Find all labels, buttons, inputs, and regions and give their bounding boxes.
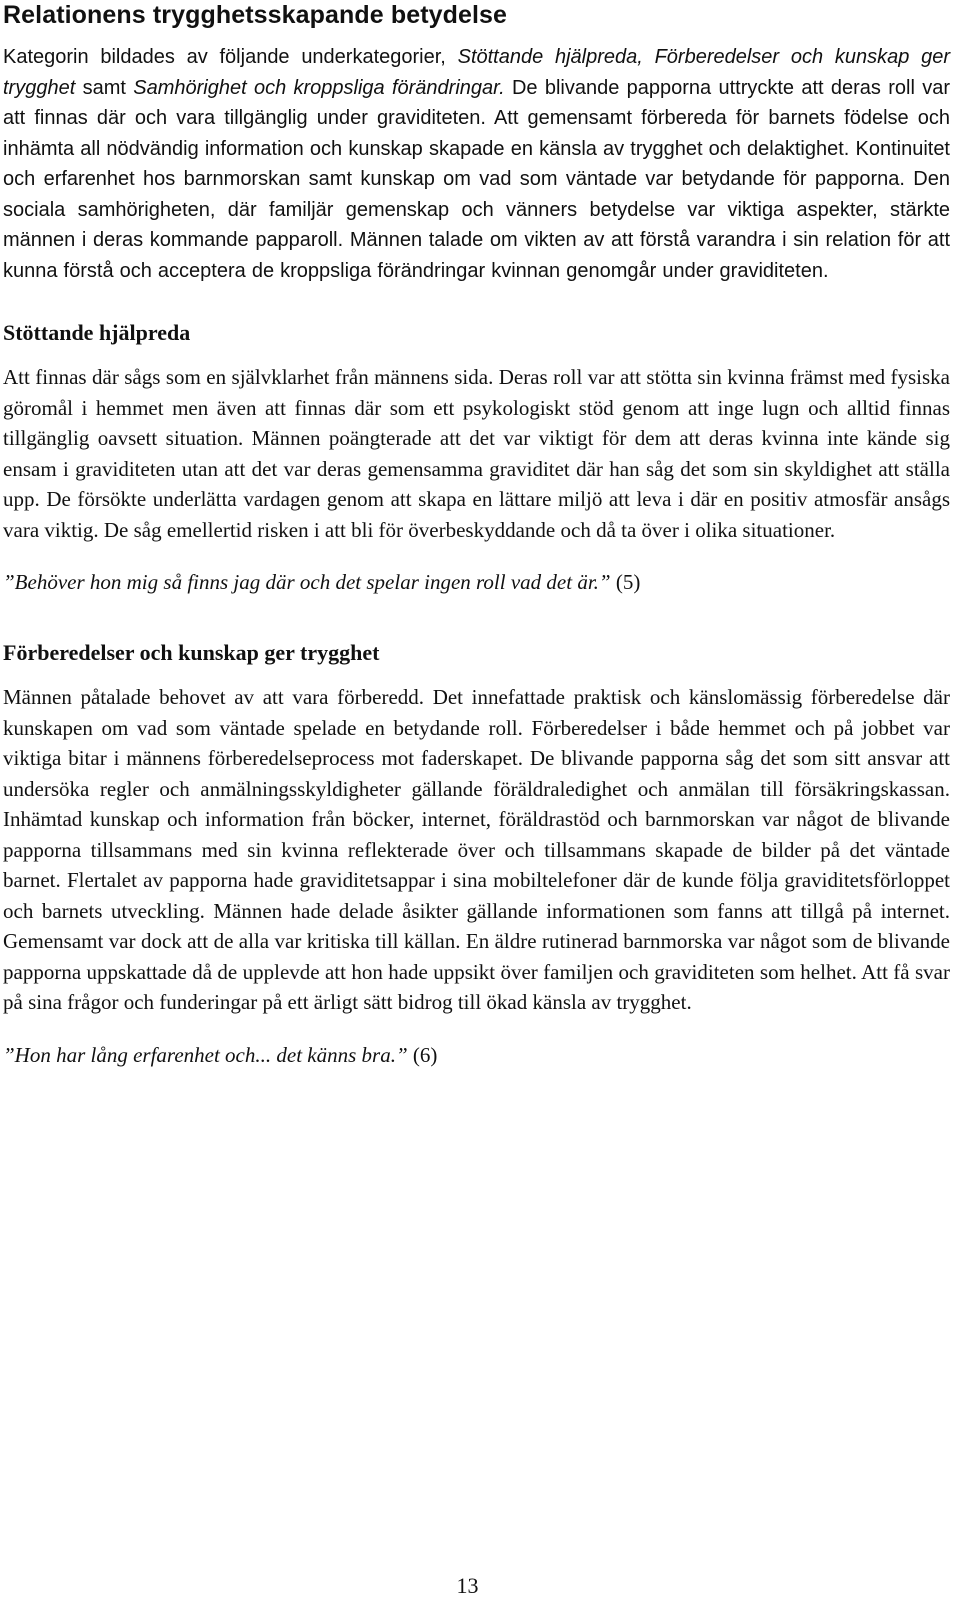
intro-conjunction: samt [75,76,134,99]
chapter-title: Relationens trygghetsskapande betydelse [3,1,508,29]
intro-subcategories: Stöttande hjälpreda, Förberedelser och kunskap ger trygghet [3,46,950,99]
quote-stottande-ref: (5) [610,570,641,594]
quote-stottande [3,568,950,596]
quote-forberedelser-ref: (6) [407,1042,438,1067]
intro-body: De blivande papporna uttryckte att deras roll var att finnas där och vara tillgänglig under graviditeten. Att gemensamt förbereda för barnets födelse och inhämta all nödvändig information och kunskap skapade en känsla av trygghet och delaktighet. Kontinuitet och erfarenhet hos barnmorskan samt kunskap om vad som väntade var betydande för papporna. Den sociala samhörigheten, där familjär gemenskap och vänners betydelse var viktiga aspekter, stärkte männen i deras kommande papparoll. Männen talade om vikten av att förstå varandra i sin relation för att kunna förstå och acceptera de kroppsliga förändringar kvinnan genomgår under graviditeten. [3,76,951,282]
section-stottande-body: Att finnas där sågs som en självklarhet från männens sida. Deras roll var att stötta sin kvinna främst med fysiska göromål i hemmet men även att finnas där som ett psykologiskt stöd genom att inge lugn och alltid finnas tillgänglig oavsett situation. Männen poängterade att det var viktigt för dem att deras kvinna inte kände sig ensam i graviditeten utan att det var deras gemensamma graviditet där han såg det som sin skyldighet att ställa upp. De försökte underlätta vardagen genom att skapa en lättare miljö att leva i där en positiv atmosfär ansågs vara viktig. De såg emellertid risken i att bli för överbeskyddande och då ta över i olika situationer. [3,365,950,542]
intro-subcategory-last: Samhörighet och kroppsliga förändringar. [133,76,505,99]
quote-forberedelser [3,1041,950,1069]
section-heading-stottande: Stöttande hjälpreda [3,320,191,345]
quote-stottande-text: ”Behöver hon mig så finns jag där och det spelar ingen roll vad det är.” [3,570,611,594]
section-forberedelser-body: Männen påtalade behovet av att vara förberedd. Det innefattade praktisk och känslomässig förberedelse där kunskapen om vad som väntade spelade en betydande roll. Förberedelser i både hemmet och på jobbet var viktiga bitar i männens förberedelseprocess mot faderskapet. De blivande papporna såg det som sitt ansvar att undersöka regler och anmälningsskyldigheter gällande föräldraledighet och anmälan till försäkringskassan. Inhämtad kunskap och information från böcker, internet, föräldrastöd och barnmorskan var något de blivande papporna tillsammans med sin kvinna reflekterade över och tillsammans skapade de bilder på det väntade barnet. Flertalet av papporna hade graviditetsappar i sina mobiltelefoner där de kunde följa graviditetsförloppet och barnets utveckling. Männen hade delade åsikter gällande informationen som fanns att tillgå på internet. Gemensamt var dock att de alla var kritiska till källan. En äldre rutinerad barnmorska var något som de blivande papporna uppskattade då de upplevde att hon hade uppsikt över familjen och graviditeten som helhet. Att få svar på sina frågor och funderingar på ett ärligt sätt bidrog till ökad känsla av trygghet. [3,685,950,1014]
page-number: 13 [456,1573,479,1598]
quote-forberedelser-text: ”Hon har lång erfarenhet och... det känns bra.” [3,1042,408,1067]
intro-prefix: Kategorin bildades av följande underkategorier, [3,46,458,68]
intro-paragraph [3,42,950,286]
section-heading-forberedelser: Förberedelser och kunskap ger trygghet [3,640,380,665]
